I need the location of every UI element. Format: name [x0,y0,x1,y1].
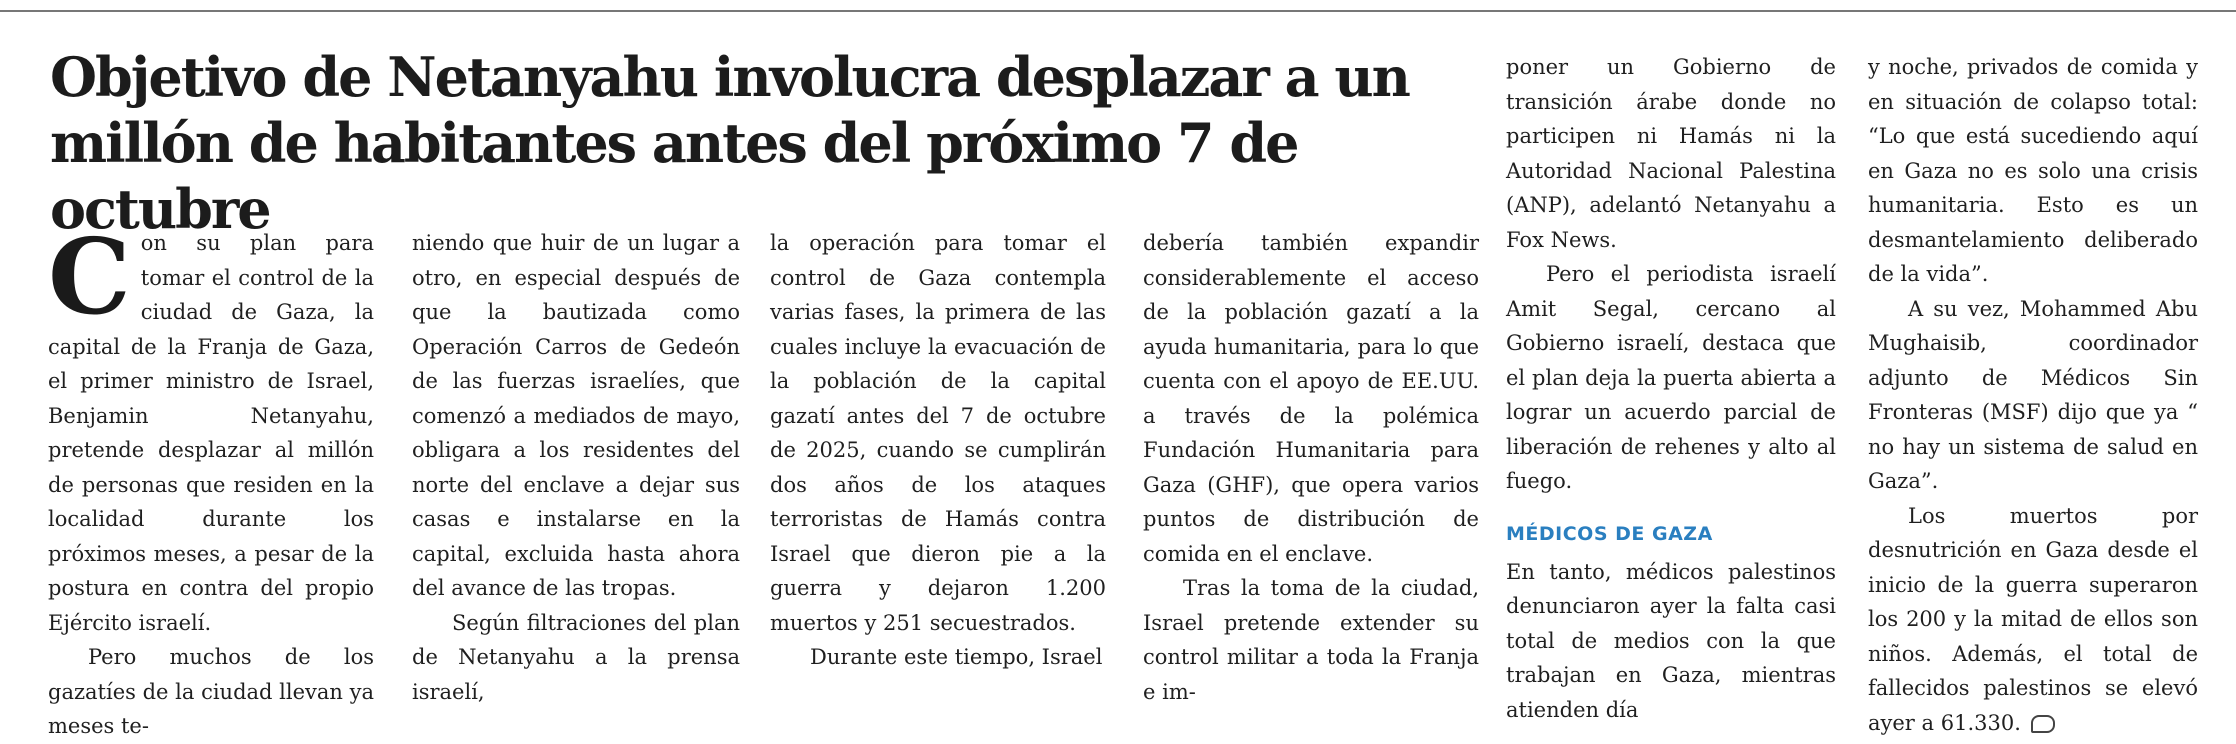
paragraph-continued: debería también expandir considerablemente el acceso de la población gazatí a la ayuda humanitaria, para lo que cuenta con el apoyo de EE.UU. a través de la polémica Fundación Humanitaria para Gaza (GHF), que opera varios puntos de distribución de comida en el enclave. [1143,231,1479,566]
column-1 [48,215,374,738]
final-paragraph [1868,499,2198,741]
column-4 [1143,226,1479,704]
paragraph: En tanto, médicos palestinos denunciaron ayer la falta casi total de medios con la que trabajan en Gaza, mientras atienden día [1506,559,1836,722]
column-3 [770,226,1106,669]
section-subhead: MÉDICOS DE GAZA [1506,522,1713,545]
paragraph-continued: y noche, privados de comida y en situación de colapso total: “Lo que está sucediendo aquí en Gaza no es solo una crisis humanitaria. Esto es un desmantelamiento deliberado de la vida”. [1868,55,2198,286]
drop-cap: C [48,215,131,338]
paragraph-continued: niendo que huir de un lugar a otro, en especial después de que la bautizada como Operación Carros de Gedeón de las fuerzas israelíes, que comenzó a mediados de mayo, obligara a los residentes del norte del enclave a dejar sus casas e instalarse en la capital, excluida hasta ahora del avance de las tropas. [412,231,740,600]
column-5 [1506,50,1836,722]
column-2 [412,226,740,704]
end-mark-icon [2031,715,2055,733]
column-6 [1868,50,2198,735]
paragraph: Según filtraciones del plan de Netanyahu a la prensa israelí, [412,610,740,704]
paragraph: Tras la toma de la ciudad, Israel pretende extender su control militar a toda la Franja e im- [1143,576,1479,704]
paragraph: Pero el periodista israelí Amit Segal, cercano al Gobierno israelí, destaca que el plan deja la puerta abierta a lograr un acuerdo parcial de liberación de rehenes y alto al fuego. [1506,262,1836,493]
paragraph-continued: poner un Gobierno de transición árabe donde no participen ni Hamás ni la Autoridad Nacional Palestina (ANP), adelantó Netanyahu a Fox News. [1506,55,1836,252]
top-rule [0,10,2236,12]
headline: Objetivo de Netanyahu involucra desplazar a un millón de habitantes antes del próximo 7 de octubre [50,45,1409,241]
lead-paragraph-text: on su plan para tomar el control de la ciudad de Gaza, la capital de la Franja de Gaza, el primer ministro de Israel, Benjamin Netanyahu, pretende desplazar al millón de personas que residen en la localidad durante los próximos meses, a pesar de la postura en contra del propio Ejército israelí. [48,231,374,635]
paragraph: A su vez, Mohammed Abu Mughaisib, coordinador adjunto de Médicos Sin Fronteras (MSF) dijo que ya “ no hay un sistema de salud en Gaza”. [1868,296,2198,493]
paragraph: Durante este tiempo, Israel [810,645,1103,669]
final-paragraph-text: Los muertos por desnutrición en Gaza desde el inicio de la guerra superaron los 200 y la mitad de ellos son niños. Además, el total de fallecidos palestinos se elevó ayer a 61.330. [1868,503,2198,735]
paragraph: Pero muchos de los gazatíes de la ciudad llevan ya meses te- [48,645,374,738]
paragraph-continued: la operación para tomar el control de Gaza contempla varias fases, la primera de las cuales incluye la evacuación de la población de la capital gazatí antes del 7 de octubre de 2025, cuando se cumplirán dos años de los ataques terroristas de Hamás contra Israel que dieron pie a la guerra y dejaron 1.200 muertos y 251 secuestrados. [770,231,1106,635]
lead-paragraph [48,215,374,640]
